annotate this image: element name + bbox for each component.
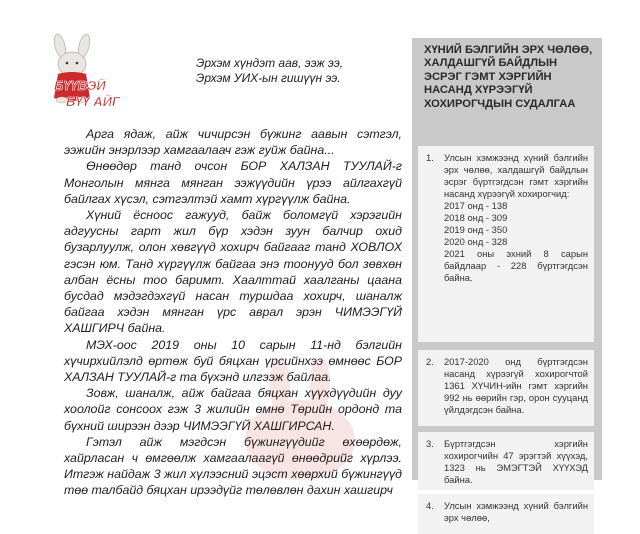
stat-number: 2. bbox=[426, 356, 434, 367]
stat-text: Улсын хэмжээнд хүний бэлгийн эрх чөлөө, bbox=[444, 500, 588, 523]
stat-card bbox=[418, 432, 594, 490]
stat-number: 3. bbox=[426, 438, 434, 449]
letter-paragraph: Арга ядаж, айж чичирсэн бүжинг аавын сэтгэл, ээжийн энэрлээр хамгаалаач гэж гуйж байна... bbox=[64, 127, 402, 158]
stat-text: Улсын хэмжээнд хүний бэлгийн эрх чөлөө, халдашгүй байдлын эсрэг бүртгэгдсэн гэмт хэргийн насанд хүрээгүй хохирогчид: bbox=[444, 152, 588, 199]
greeting-line1: Эрхэм хүндэт аав, ээж ээ, bbox=[196, 56, 344, 70]
letter-paragraph: Гэтэл айж мэгдсэн бүжингүүдийг өхөөрдөж, хайрласан ч өмгөөлж хамгаалаагүй өнөөдрийг хүрлээ. Итгэж найдаж 3 жил хүлээсний эцэст хөөрхий бүжингүүд төө талбайд бяцхан ирээдүйг төлөвлөн дахин хашгирч bbox=[64, 434, 402, 498]
sidebar-title: ХҮНИЙ БЭЛГИЙН ЭРХ ЧӨЛӨӨ, ХАЛДАШГҮЙ БАЙДЛЫН ЭСРЭГ ГЭМТ ХЭРГИЙН НАСАНД ХҮРЭЭГҮЙ ХОХИРОГЧДЫН СУДАЛГАА bbox=[424, 44, 593, 110]
letter-paragraph: Зовж, шаналж, айж байгаа бяцхан хүүхдүүдийн дуу хоолойг сонсоох гэж 3 жилийн өмнө Төрийн ордонд та бүхний ширээн дээр ЧИМЭЭГҮЙ ХАШГИРСАН. bbox=[64, 386, 402, 433]
stat-number: 1. bbox=[426, 152, 434, 163]
logo bbox=[20, 34, 160, 114]
letter-body bbox=[64, 126, 402, 499]
stat-text: 2017-2020 онд бүртгэгдсэн насанд хүрээгүй хохирогчтой 1361 ХҮЧИН-ийн гэмт хэргийн 992 нь өөрийн гэр, орон сууцанд үйлдэгдсэн байна. bbox=[444, 356, 588, 415]
logo-line2: БҮҮ АЙГ bbox=[66, 94, 120, 109]
letter-paragraph: Хүний ёсноос гажууд, байж боломгүй хэрэгийн адгуусны гарт жил бүр хэдэн зуун балчир охид бузарлуулж, олон хөвгүүд хохирч байгааг танд ХОВЛОХ гэсэн юм. Танд хүргүүлж байгаа энэ тоонууд бол зөвхөн албан ёсны тоо баримт. Хаалттай хаалганы цаана бусдад мэдэгдэхгүй насан туршдаа хохирч, шаналж байгаа хэдэн мянган үрс аврал эрэн ЧИМЭЭГҮЙ ХАШГИРЧ байна. bbox=[64, 208, 402, 336]
stat-year: 2017 онд - 138 bbox=[444, 200, 508, 211]
stat-text: Бүртгэгдсэн хэргийн хохирогчийн 47 эрэгтэй хүүхэд, 1323 нь ЭМЭГТЭЙ ХҮҮХЭД байна. bbox=[444, 438, 588, 485]
stat-year: 2019 онд - 350 bbox=[444, 224, 508, 235]
stat-year: 2020 онд - 328 bbox=[444, 236, 508, 247]
letter-paragraph: Өнөөдөр танд очсон БОР ХАЛЗАН ТУУЛАЙ-г Монголын мянга мянган ээжүүдийн үрээ айлгахгүй байлгах хүсэл, сэтгэлтэй хамт хүргүүлж байна. bbox=[64, 159, 402, 206]
logo-line1: БҮҮВЭЙ bbox=[54, 78, 106, 93]
statistics-sidebar bbox=[412, 38, 602, 523]
stat-number: 4. bbox=[426, 500, 434, 511]
stat-card bbox=[418, 494, 594, 534]
stat-year: 2018 онд - 309 bbox=[444, 212, 508, 223]
greeting bbox=[196, 56, 343, 86]
stat-card bbox=[418, 350, 594, 426]
stat-tail: 2021 оны эхний 8 сарын байдлаар - 228 бүртгэгдсэн байна. bbox=[444, 248, 588, 283]
greeting-line2: Эрхэм УИХ-ын гишүүн ээ. bbox=[196, 71, 341, 85]
letter-paragraph: МЭХ-оос 2019 оны 10 сарын 11-нд бэлгийн хүчирхийлэлд өртөж буй бяцхан үрсийнхээ өмнөөс БОР ХАЛЗАН ТУУЛАЙ-г та бүхэнд илгээж байлаа. bbox=[64, 337, 402, 385]
stat-card bbox=[418, 146, 594, 342]
bunny-mascot-icon bbox=[20, 34, 160, 114]
